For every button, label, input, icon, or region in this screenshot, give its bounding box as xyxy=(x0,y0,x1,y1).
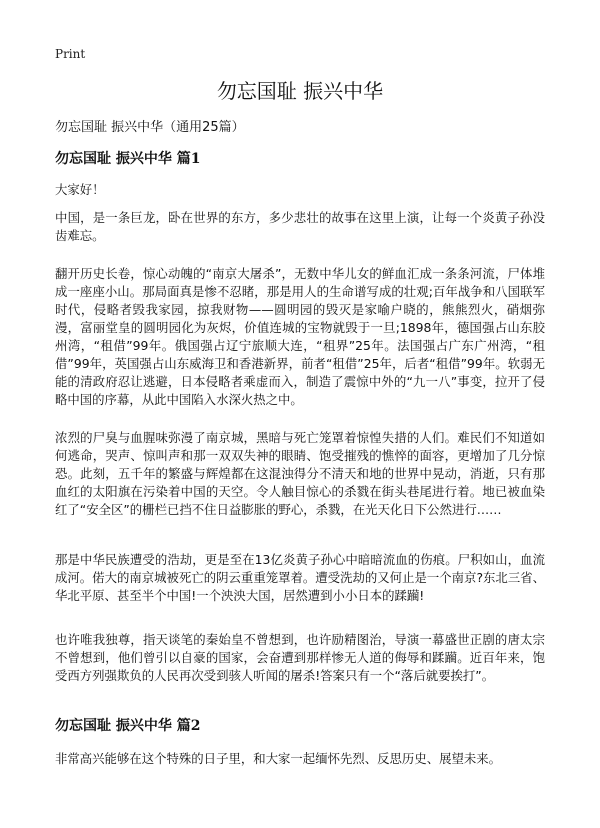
section-heading-1: 勿忘国耻 振兴中华 篇1 xyxy=(55,151,201,167)
paragraph-opening: 非常高兴能够在这个特殊的日子里，和大家一起缅怀先烈、反思历史、展望未来。 xyxy=(55,751,502,766)
paragraph-intro: 中国，是一条巨龙，卧在世界的东方，多少悲壮的故事在这里上演，让每一个炎黄子孙没齿难忘。 xyxy=(55,210,545,243)
section-heading-2: 勿忘国耻 振兴中华 篇2 xyxy=(55,718,201,734)
print-link[interactable]: Print xyxy=(55,47,86,61)
paragraph-greeting: 大家好！ xyxy=(55,182,105,197)
paragraph-reflection: 也许唯我独尊，指天谈笔的秦始皇不曾想到，也许励精图治，导演一幕盛世正剧的唐太宗不曾想到，他们曾引以自豪的国家，会奋遭到那样惨无人道的侮辱和蹂躏。近百年来，饱受西方列强欺负的人民再次受到骇人听闻的屠杀!答案只有一个“落后就要挨打”。 xyxy=(55,632,545,683)
paragraph-history: 翻开历史长卷，惊心动魄的“南京大屠杀”，无数中华儿女的鲜血汇成一条条河流，尸体堆成一座座小山。那局面真是惨不忍睹，那是用人的生命谱写成的壮观;百年战争和八国联军时代，侵略者毁我家园，掠我财物——圆明园的毁灭是家喻户晓的，熊熊烈火，硝烟弥漫，富丽堂皇的圆明园化为灰烬，价值连城的宝物就毁于一旦;1898年，德国强占山东胶州湾，“租借”99年。俄国强占辽宁旅顺大连，“租界”25年。法国强占广东广州湾，“租借”99年，英国强占山东威海卫和香港新界，前者“租借”25年，后者“租借”99年。软弱无能的清政府忍让逃避，日本侵略者乘虚而入，制造了震惊中外的“九一八”事变，拉开了侵略中国的序幕，从此中国陷入水深火热之中。 xyxy=(55,266,545,407)
paragraph-catastrophe: 那是中华民族遭受的浩劫，更是至在13亿炎黄子孙心中暗暗流血的伤痕。尸积如山，血流成河。偌大的南京城被死亡的阴云重重笼罩着。遭受洗劫的又何止是一个南京?东北三省、华北平原、甚至半个中国!一个泱泱大国，居然遭到小小日本的蹂躏! xyxy=(55,552,545,603)
document-subtitle: 勿忘国耻 振兴中华（通用25篇） xyxy=(55,120,245,135)
paragraph-nanjing: 浓烈的尸臭与血腥味弥漫了南京城，黑暗与死亡笼罩着惊惶失措的人们。难民们不知道如何逃命，哭声、惊叫声和那一双双失神的眼睛、饱受摧残的憔悴的面容，更增加了几分惊恐。此刻，五千年的繁盛与辉煌都在这混浊得分不清天和地的世界中晃动，消逝，只有那血红的太阳旗在污染着中国的天空。令人触目惊心的杀戮在街头巷尾进行着。地已被血染红了“安全区”的栅栏已挡不住日益膨胀的野心，杀戮，在光天化日下公然进行…… xyxy=(55,430,545,517)
page-title: 勿忘国耻 振兴中华 xyxy=(216,79,384,103)
